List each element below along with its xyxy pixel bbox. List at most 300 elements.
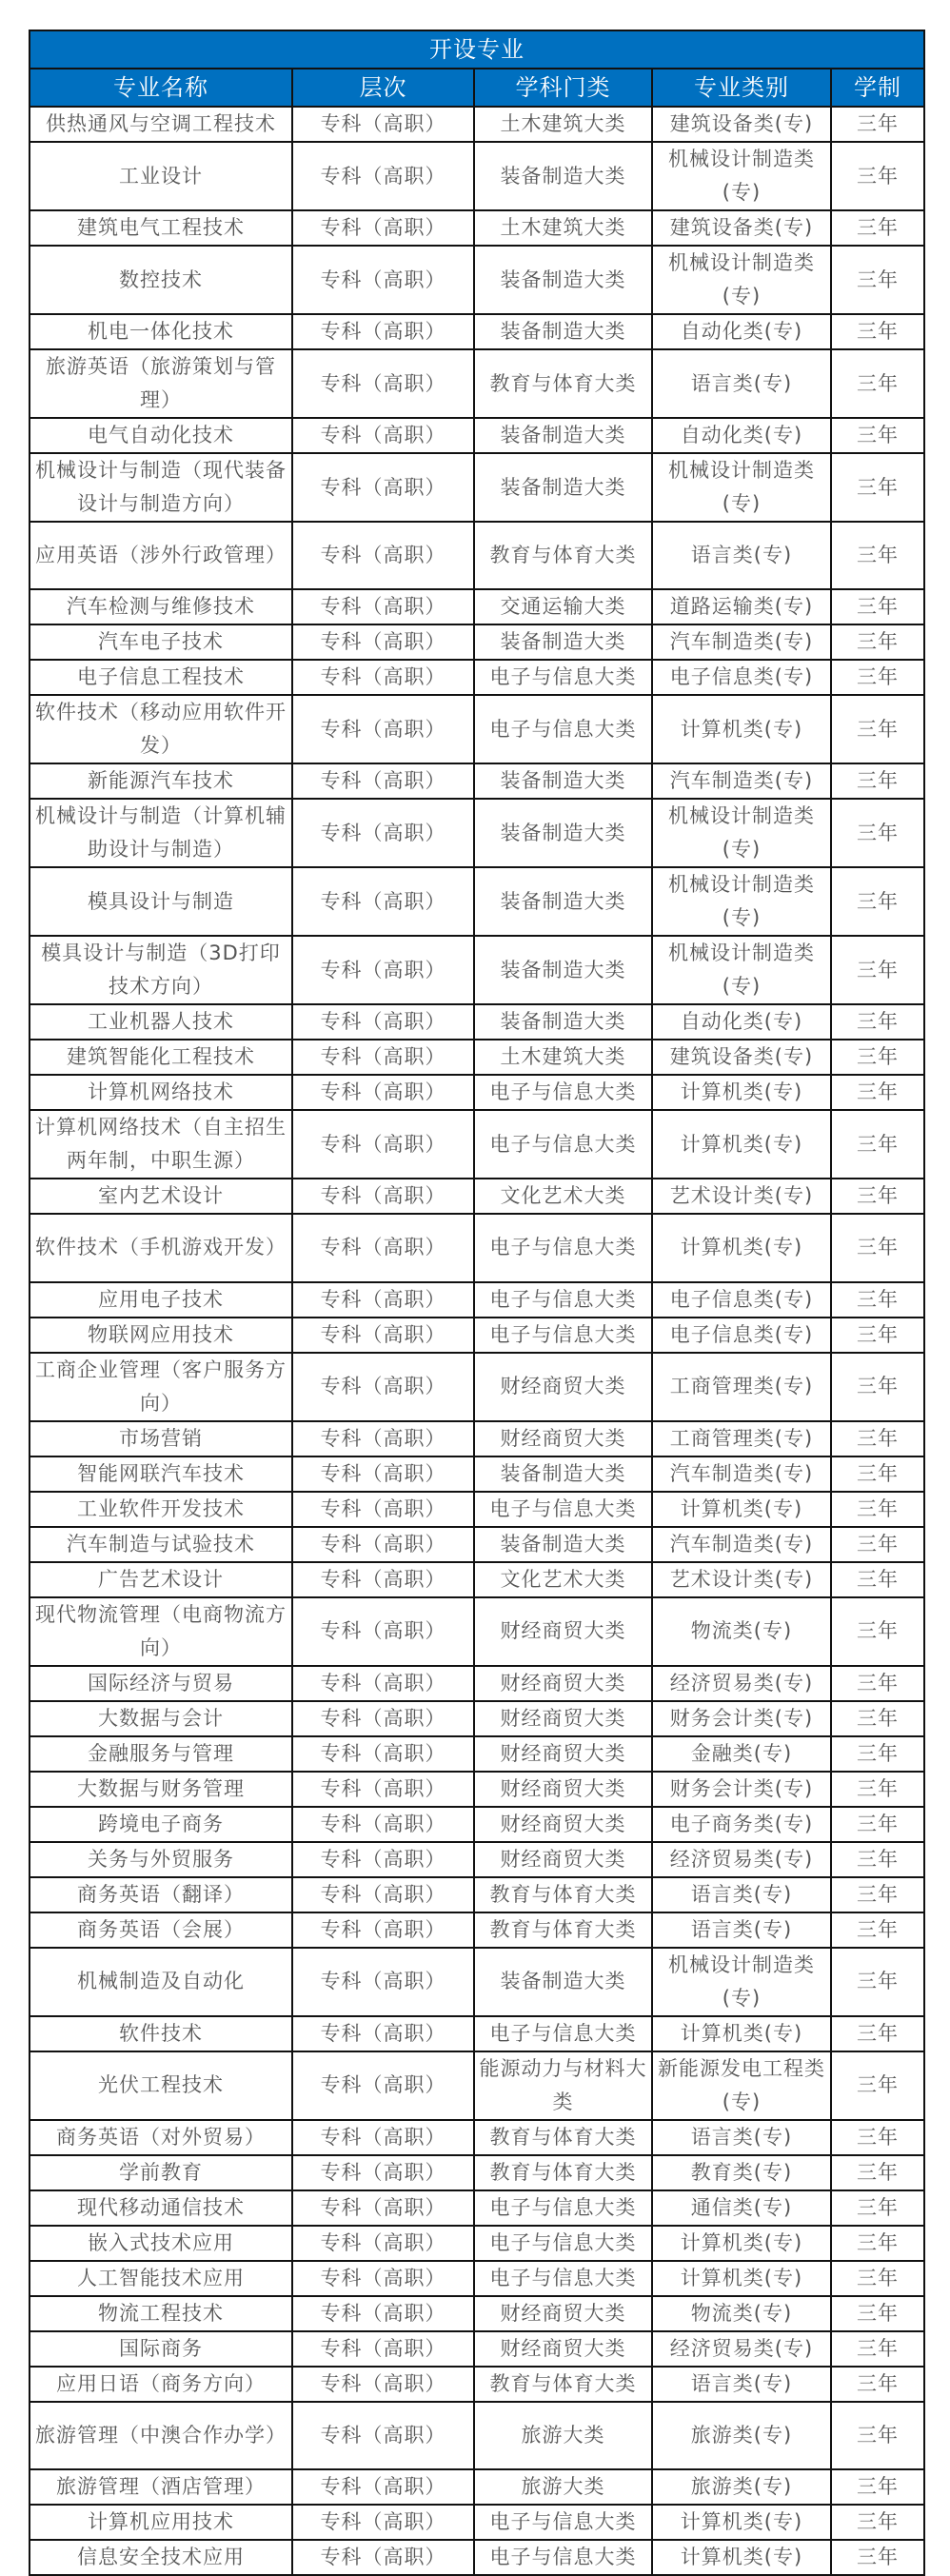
cell-discipline: 文化艺术大类 [474, 1562, 652, 1597]
cell-discipline: 装备制造大类 [474, 1456, 652, 1492]
cell-duration: 三年 [831, 1318, 924, 1353]
table-row [30, 522, 924, 589]
cell-level: 专科（高职） [292, 589, 474, 624]
table-row [30, 2402, 924, 2469]
cell-category: 自动化类(专) [652, 418, 831, 453]
cell-level: 专科（高职） [292, 2469, 474, 2505]
cell-discipline: 装备制造大类 [474, 418, 652, 453]
cell-duration: 三年 [831, 624, 924, 660]
cell-duration: 三年 [831, 1282, 924, 1318]
cell-category: 新能源发电工程类(专) [652, 2051, 831, 2120]
cell-discipline: 财经商贸大类 [474, 1842, 652, 1877]
table-row [30, 2016, 924, 2051]
cell-discipline: 财经商贸大类 [474, 1421, 652, 1456]
table-row [30, 589, 924, 624]
cell-duration: 三年 [831, 1179, 924, 1214]
cell-discipline: 电子与信息大类 [474, 2016, 652, 2051]
cell-major-name: 数控技术 [30, 246, 292, 314]
cell-discipline: 教育与体育大类 [474, 2120, 652, 2155]
cell-major-name: 计算机网络技术（自主招生两年制，中职生源） [30, 1110, 292, 1179]
cell-discipline: 教育与体育大类 [474, 349, 652, 418]
cell-discipline: 旅游大类 [474, 2469, 652, 2505]
cell-discipline: 财经商贸大类 [474, 1353, 652, 1421]
cell-major-name: 模具设计与制造 [30, 867, 292, 936]
cell-level: 专科（高职） [292, 1948, 474, 2016]
cell-discipline: 土木建筑大类 [474, 210, 652, 246]
table-row [30, 1877, 924, 1912]
table-row [30, 1004, 924, 1040]
cell-category: 财务会计类(专) [652, 1772, 831, 1807]
cell-discipline: 电子与信息大类 [474, 1214, 652, 1281]
cell-duration: 三年 [831, 2402, 924, 2469]
cell-major-name: 软件技术（手机游戏开发） [30, 1214, 292, 1281]
cell-discipline: 财经商贸大类 [474, 1597, 652, 1666]
cell-level: 专科（高职） [292, 1842, 474, 1877]
cell-major-name: 汽车检测与维修技术 [30, 589, 292, 624]
cell-discipline: 财经商贸大类 [474, 1807, 652, 1842]
cell-major-name: 物流工程技术 [30, 2296, 292, 2331]
table-row [30, 1527, 924, 1562]
cell-discipline: 电子与信息大类 [474, 2190, 652, 2226]
cell-major-name: 应用英语（涉外行政管理） [30, 522, 292, 589]
cell-category: 机械设计制造类(专) [652, 246, 831, 314]
cell-duration: 三年 [831, 1597, 924, 1666]
cell-duration: 三年 [831, 2367, 924, 2402]
table-row [30, 763, 924, 799]
table-row [30, 2261, 924, 2296]
cell-duration: 三年 [831, 246, 924, 314]
table-row [30, 660, 924, 695]
cell-major-name: 跨境电子商务 [30, 1807, 292, 1842]
cell-major-name: 模具设计与制造（3D打印技术方向） [30, 936, 292, 1004]
cell-category: 计算机类(专) [652, 2016, 831, 2051]
cell-discipline: 电子与信息大类 [474, 1318, 652, 1353]
cell-duration: 三年 [831, 1456, 924, 1492]
cell-major-name: 嵌入式技术应用 [30, 2226, 292, 2261]
cell-duration: 三年 [831, 660, 924, 695]
cell-discipline: 装备制造大类 [474, 936, 652, 1004]
cell-level: 专科（高职） [292, 2296, 474, 2331]
cell-discipline: 装备制造大类 [474, 1004, 652, 1040]
table-row [30, 1492, 924, 1527]
majors-table [29, 30, 925, 2576]
cell-major-name: 旅游管理（中澳合作办学） [30, 2402, 292, 2469]
cell-category: 建筑设备类(专) [652, 210, 831, 246]
cell-category: 经济贸易类(专) [652, 2331, 831, 2367]
table-row [30, 1040, 924, 1075]
cell-discipline: 电子与信息大类 [474, 2226, 652, 2261]
cell-category: 旅游类(专) [652, 2469, 831, 2505]
cell-category: 汽车制造类(专) [652, 1456, 831, 1492]
cell-category: 机械设计制造类(专) [652, 142, 831, 210]
cell-category: 工商管理类(专) [652, 1421, 831, 1456]
cell-major-name: 应用电子技术 [30, 1282, 292, 1318]
table-row [30, 2367, 924, 2402]
cell-duration: 三年 [831, 2469, 924, 2505]
cell-level: 专科（高职） [292, 763, 474, 799]
table-row [30, 1912, 924, 1948]
cell-duration: 三年 [831, 1948, 924, 2016]
cell-major-name: 汽车电子技术 [30, 624, 292, 660]
cell-major-name: 机电一体化技术 [30, 314, 292, 349]
cell-duration: 三年 [831, 1214, 924, 1281]
cell-category: 艺术设计类(专) [652, 1179, 831, 1214]
table-row [30, 349, 924, 418]
cell-level: 专科（高职） [292, 418, 474, 453]
header-major-name: 专业名称 [30, 69, 292, 107]
cell-category: 教育类(专) [652, 2155, 831, 2190]
table-row [30, 1701, 924, 1736]
cell-duration: 三年 [831, 522, 924, 589]
cell-major-name: 现代物流管理（电商物流方向） [30, 1597, 292, 1666]
cell-duration: 三年 [831, 2051, 924, 2120]
cell-discipline: 电子与信息大类 [474, 2505, 652, 2540]
cell-major-name: 应用日语（商务方向） [30, 2367, 292, 2402]
table-row [30, 867, 924, 936]
cell-level: 专科（高职） [292, 2120, 474, 2155]
cell-major-name: 旅游管理（酒店管理） [30, 2469, 292, 2505]
cell-category: 计算机类(专) [652, 2226, 831, 2261]
cell-duration: 三年 [831, 1004, 924, 1040]
cell-major-name: 计算机应用技术 [30, 2505, 292, 2540]
cell-category: 语言类(专) [652, 2367, 831, 2402]
cell-duration: 三年 [831, 1807, 924, 1842]
cell-category: 语言类(专) [652, 349, 831, 418]
cell-discipline: 装备制造大类 [474, 763, 652, 799]
table-row [30, 2469, 924, 2505]
cell-category: 电子信息类(专) [652, 660, 831, 695]
cell-duration: 三年 [831, 936, 924, 1004]
cell-level: 专科（高职） [292, 107, 474, 142]
table-row [30, 453, 924, 522]
cell-major-name: 机械制造及自动化 [30, 1948, 292, 2016]
cell-discipline: 旅游大类 [474, 2402, 652, 2469]
cell-major-name: 汽车制造与试验技术 [30, 1527, 292, 1562]
cell-level: 专科（高职） [292, 1004, 474, 1040]
table-row [30, 799, 924, 867]
cell-level: 专科（高职） [292, 2190, 474, 2226]
cell-major-name: 大数据与财务管理 [30, 1772, 292, 1807]
cell-duration: 三年 [831, 142, 924, 210]
cell-level: 专科（高职） [292, 1701, 474, 1736]
cell-category: 财务会计类(专) [652, 1701, 831, 1736]
cell-major-name: 计算机网络技术 [30, 1075, 292, 1110]
table-row [30, 1562, 924, 1597]
cell-duration: 三年 [831, 349, 924, 418]
cell-duration: 三年 [831, 1110, 924, 1179]
cell-level: 专科（高职） [292, 2540, 474, 2575]
cell-major-name: 大数据与会计 [30, 1701, 292, 1736]
table-row [30, 1282, 924, 1318]
cell-category: 语言类(专) [652, 2120, 831, 2155]
cell-major-name: 现代移动通信技术 [30, 2190, 292, 2226]
cell-discipline: 土木建筑大类 [474, 107, 652, 142]
cell-level: 专科（高职） [292, 624, 474, 660]
table-row [30, 2051, 924, 2120]
cell-category: 计算机类(专) [652, 1214, 831, 1281]
cell-duration: 三年 [831, 2155, 924, 2190]
cell-discipline: 装备制造大类 [474, 314, 652, 349]
table-row [30, 2120, 924, 2155]
table-row [30, 1772, 924, 1807]
table-row [30, 1179, 924, 1214]
cell-level: 专科（高职） [292, 349, 474, 418]
cell-duration: 三年 [831, 2331, 924, 2367]
cell-major-name: 机械设计与制造（现代装备设计与制造方向） [30, 453, 292, 522]
cell-duration: 三年 [831, 1075, 924, 1110]
cell-category: 机械设计制造类(专) [652, 936, 831, 1004]
table-row [30, 2331, 924, 2367]
cell-level: 专科（高职） [292, 2505, 474, 2540]
table-row [30, 142, 924, 210]
table-row [30, 2226, 924, 2261]
cell-level: 专科（高职） [292, 1179, 474, 1214]
table-row [30, 1736, 924, 1772]
cell-category: 计算机类(专) [652, 1492, 831, 1527]
cell-level: 专科（高职） [292, 1318, 474, 1353]
table-row [30, 1948, 924, 2016]
cell-major-name: 国际经济与贸易 [30, 1666, 292, 1701]
cell-duration: 三年 [831, 2261, 924, 2296]
cell-level: 专科（高职） [292, 936, 474, 1004]
cell-duration: 三年 [831, 1877, 924, 1912]
cell-duration: 三年 [831, 1353, 924, 1421]
cell-duration: 三年 [831, 2190, 924, 2226]
cell-duration: 三年 [831, 2120, 924, 2155]
table-row [30, 1597, 924, 1666]
cell-level: 专科（高职） [292, 1527, 474, 1562]
cell-major-name: 建筑电气工程技术 [30, 210, 292, 246]
table-row [30, 210, 924, 246]
cell-major-name: 人工智能技术应用 [30, 2261, 292, 2296]
cell-category: 电子信息类(专) [652, 1282, 831, 1318]
cell-duration: 三年 [831, 2016, 924, 2051]
cell-level: 专科（高职） [292, 1736, 474, 1772]
table-row [30, 1456, 924, 1492]
cell-major-name: 市场营销 [30, 1421, 292, 1456]
cell-discipline: 装备制造大类 [474, 799, 652, 867]
cell-level: 专科（高职） [292, 314, 474, 349]
cell-discipline: 能源动力与材料大类 [474, 2051, 652, 2120]
cell-duration: 三年 [831, 1527, 924, 1562]
cell-category: 建筑设备类(专) [652, 1040, 831, 1075]
cell-discipline: 电子与信息大类 [474, 1492, 652, 1527]
table-header-row [30, 69, 924, 107]
cell-major-name: 工业设计 [30, 142, 292, 210]
cell-major-name: 国际商务 [30, 2331, 292, 2367]
table-row [30, 695, 924, 763]
cell-level: 专科（高职） [292, 246, 474, 314]
cell-category: 艺术设计类(专) [652, 1562, 831, 1597]
cell-level: 专科（高职） [292, 1075, 474, 1110]
cell-category: 计算机类(专) [652, 2261, 831, 2296]
cell-major-name: 工业软件开发技术 [30, 1492, 292, 1527]
cell-category: 计算机类(专) [652, 1075, 831, 1110]
cell-level: 专科（高职） [292, 2155, 474, 2190]
cell-duration: 三年 [831, 107, 924, 142]
cell-level: 专科（高职） [292, 2261, 474, 2296]
cell-discipline: 装备制造大类 [474, 1527, 652, 1562]
cell-category: 机械设计制造类(专) [652, 867, 831, 936]
table-row [30, 1214, 924, 1281]
cell-discipline: 装备制造大类 [474, 867, 652, 936]
cell-category: 经济贸易类(专) [652, 1666, 831, 1701]
cell-major-name: 旅游英语（旅游策划与管理） [30, 349, 292, 418]
cell-major-name: 工业机器人技术 [30, 1004, 292, 1040]
cell-level: 专科（高职） [292, 453, 474, 522]
cell-major-name: 电气自动化技术 [30, 418, 292, 453]
header-category: 专业类别 [652, 69, 831, 107]
cell-duration: 三年 [831, 1040, 924, 1075]
cell-level: 专科（高职） [292, 1492, 474, 1527]
header-duration: 学制 [831, 69, 924, 107]
table-row [30, 2296, 924, 2331]
cell-major-name: 机械设计与制造（计算机辅助设计与制造） [30, 799, 292, 867]
cell-level: 专科（高职） [292, 2051, 474, 2120]
cell-category: 计算机类(专) [652, 2505, 831, 2540]
cell-category: 物流类(专) [652, 1597, 831, 1666]
cell-level: 专科（高职） [292, 1040, 474, 1075]
cell-level: 专科（高职） [292, 2331, 474, 2367]
cell-major-name: 广告艺术设计 [30, 1562, 292, 1597]
cell-major-name: 软件技术（移动应用软件开发） [30, 695, 292, 763]
cell-level: 专科（高职） [292, 1353, 474, 1421]
cell-duration: 三年 [831, 1562, 924, 1597]
cell-discipline: 电子与信息大类 [474, 1282, 652, 1318]
cell-duration: 三年 [831, 1701, 924, 1736]
cell-level: 专科（高职） [292, 522, 474, 589]
cell-level: 专科（高职） [292, 2226, 474, 2261]
cell-duration: 三年 [831, 1912, 924, 1948]
cell-duration: 三年 [831, 418, 924, 453]
table-row [30, 314, 924, 349]
cell-duration: 三年 [831, 2296, 924, 2331]
cell-duration: 三年 [831, 589, 924, 624]
cell-discipline: 装备制造大类 [474, 453, 652, 522]
cell-category: 工商管理类(专) [652, 1353, 831, 1421]
cell-discipline: 电子与信息大类 [474, 695, 652, 763]
cell-category: 计算机类(专) [652, 2540, 831, 2575]
cell-major-name: 室内艺术设计 [30, 1179, 292, 1214]
cell-level: 专科（高职） [292, 660, 474, 695]
cell-major-name: 工商企业管理（客户服务方向） [30, 1353, 292, 1421]
table-row [30, 1421, 924, 1456]
cell-level: 专科（高职） [292, 867, 474, 936]
cell-category: 计算机类(专) [652, 1110, 831, 1179]
cell-discipline: 教育与体育大类 [474, 1877, 652, 1912]
cell-level: 专科（高职） [292, 2367, 474, 2402]
table-row [30, 2540, 924, 2575]
cell-discipline: 教育与体育大类 [474, 522, 652, 589]
cell-discipline: 财经商贸大类 [474, 1666, 652, 1701]
cell-duration: 三年 [831, 867, 924, 936]
cell-duration: 三年 [831, 763, 924, 799]
cell-duration: 三年 [831, 2540, 924, 2575]
table-row [30, 1353, 924, 1421]
table-row [30, 1318, 924, 1353]
header-level: 层次 [292, 69, 474, 107]
cell-duration: 三年 [831, 2505, 924, 2540]
cell-level: 专科（高职） [292, 1214, 474, 1281]
cell-category: 汽车制造类(专) [652, 624, 831, 660]
cell-discipline: 电子与信息大类 [474, 660, 652, 695]
header-discipline: 学科门类 [474, 69, 652, 107]
cell-duration: 三年 [831, 1666, 924, 1701]
cell-discipline: 财经商贸大类 [474, 1736, 652, 1772]
table-title: 开设专业 [30, 30, 924, 69]
cell-major-name: 商务英语（对外贸易） [30, 2120, 292, 2155]
cell-category: 语言类(专) [652, 1877, 831, 1912]
table-row [30, 1807, 924, 1842]
cell-duration: 三年 [831, 695, 924, 763]
cell-category: 机械设计制造类(专) [652, 799, 831, 867]
cell-discipline: 电子与信息大类 [474, 2261, 652, 2296]
cell-duration: 三年 [831, 1736, 924, 1772]
cell-duration: 三年 [831, 453, 924, 522]
cell-major-name: 信息安全技术应用 [30, 2540, 292, 2575]
cell-level: 专科（高职） [292, 210, 474, 246]
cell-major-name: 光伏工程技术 [30, 2051, 292, 2120]
table-row [30, 936, 924, 1004]
cell-level: 专科（高职） [292, 2402, 474, 2469]
cell-category: 汽车制造类(专) [652, 763, 831, 799]
cell-discipline: 文化艺术大类 [474, 1179, 652, 1214]
cell-duration: 三年 [831, 1421, 924, 1456]
cell-duration: 三年 [831, 1492, 924, 1527]
cell-category: 自动化类(专) [652, 314, 831, 349]
cell-duration: 三年 [831, 799, 924, 867]
cell-level: 专科（高职） [292, 1772, 474, 1807]
cell-category: 道路运输类(专) [652, 589, 831, 624]
cell-duration: 三年 [831, 314, 924, 349]
cell-discipline: 电子与信息大类 [474, 1110, 652, 1179]
cell-category: 计算机类(专) [652, 695, 831, 763]
cell-level: 专科（高职） [292, 142, 474, 210]
cell-duration: 三年 [831, 1772, 924, 1807]
cell-major-name: 供热通风与空调工程技术 [30, 107, 292, 142]
table-row [30, 1666, 924, 1701]
cell-category: 电子商务类(专) [652, 1807, 831, 1842]
table-row [30, 246, 924, 314]
cell-level: 专科（高职） [292, 1807, 474, 1842]
cell-level: 专科（高职） [292, 1877, 474, 1912]
cell-category: 语言类(专) [652, 522, 831, 589]
cell-level: 专科（高职） [292, 799, 474, 867]
cell-category: 金融类(专) [652, 1736, 831, 1772]
cell-category: 机械设计制造类(专) [652, 1948, 831, 2016]
cell-major-name: 关务与外贸服务 [30, 1842, 292, 1877]
cell-major-name: 软件技术 [30, 2016, 292, 2051]
cell-major-name: 金融服务与管理 [30, 1736, 292, 1772]
cell-category: 汽车制造类(专) [652, 1527, 831, 1562]
table-row [30, 624, 924, 660]
table-row [30, 2190, 924, 2226]
cell-duration: 三年 [831, 2226, 924, 2261]
cell-discipline: 电子与信息大类 [474, 1075, 652, 1110]
cell-level: 专科（高职） [292, 1110, 474, 1179]
cell-discipline: 电子与信息大类 [474, 2540, 652, 2575]
table-row [30, 2505, 924, 2540]
cell-major-name: 学前教育 [30, 2155, 292, 2190]
cell-category: 旅游类(专) [652, 2402, 831, 2469]
table-title-row [30, 30, 924, 69]
cell-discipline: 装备制造大类 [474, 246, 652, 314]
cell-major-name: 电子信息工程技术 [30, 660, 292, 695]
cell-major-name: 智能网联汽车技术 [30, 1456, 292, 1492]
cell-discipline: 装备制造大类 [474, 1948, 652, 2016]
table-row [30, 1075, 924, 1110]
cell-duration: 三年 [831, 210, 924, 246]
